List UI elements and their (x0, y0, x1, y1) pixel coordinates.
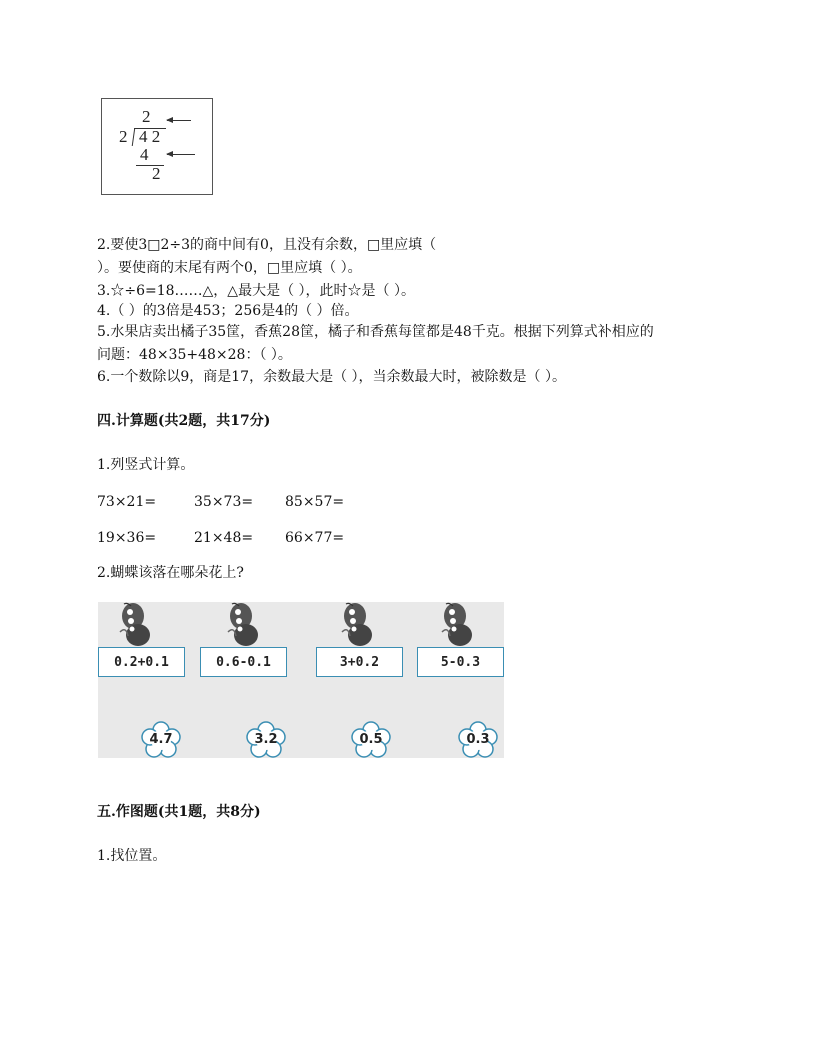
section-4-title: 四.计算题(共2题，共17分) (97, 413, 271, 429)
flower-value: 4.7 (149, 732, 173, 747)
calc-item: 73×21= (97, 494, 157, 510)
question-2-line-1: 2.要使3□2÷3的商中间有0，且没有余数，□里应填（ (97, 237, 437, 253)
expression-box: 0.6-0.1 (200, 647, 287, 677)
flower-value: 3.2 (254, 732, 278, 747)
butterfly-icon (440, 602, 474, 648)
flower-value: 0.5 (359, 732, 383, 747)
expression-box: 3+0.2 (316, 647, 403, 677)
butterfly-icon (226, 602, 260, 648)
question-5-line-2: 问题：48×35+48×28：（ ）。 (97, 347, 292, 363)
division-remainder: 2 (152, 164, 161, 183)
butterfly-matching-panel (98, 602, 504, 758)
division-divisor: 2 (119, 127, 128, 146)
section-5-question-1: 1.找位置。 (97, 848, 167, 864)
division-dividend: 4 2 (139, 127, 161, 146)
section-4-question-2: 2.蝴蝶该落在哪朵花上? (97, 565, 244, 581)
question-2-line-2: ）。要使商的末尾有两个0，□里应填（ ）。 (97, 260, 362, 276)
expression-box: 5-0.3 (417, 647, 504, 677)
calc-item: 66×77= (285, 530, 345, 546)
calc-item: 85×57= (285, 494, 345, 510)
question-6: 6.一个数除以9，商是17，余数最大是（ ），当余数最大时，被除数是（ ）。 (97, 369, 566, 385)
question-4: 4.（ ）的3倍是453；256是4的（ ）倍。 (97, 303, 359, 319)
question-5-line-1: 5.水果店卖出橘子35筐，香蕉28筐，橘子和香蕉每筐都是48千克。根据下列算式补相应的 (97, 324, 654, 340)
calc-item: 21×48= (194, 530, 254, 546)
division-bracket-side (132, 128, 136, 146)
division-product: 4 (140, 145, 149, 164)
calc-item: 19×36= (97, 530, 157, 546)
question-3: 3.☆÷6=18……△，△最大是（ ），此时☆是（ ）。 (97, 283, 415, 299)
expression-box: 0.2+0.1 (98, 647, 185, 677)
butterfly-icon (118, 602, 152, 648)
division-quotient: 2 (142, 107, 151, 126)
calc-item: 35×73= (194, 494, 254, 510)
arrow-left-icon (167, 154, 195, 155)
butterfly-icon (340, 602, 374, 648)
long-division-figure (101, 98, 213, 195)
section-4-question-1: 1.列竖式计算。 (97, 457, 195, 473)
flower-value: 0.3 (466, 732, 490, 747)
section-5-title: 五.作图题(共1题，共8分) (97, 804, 261, 820)
arrow-left-icon (167, 120, 191, 121)
